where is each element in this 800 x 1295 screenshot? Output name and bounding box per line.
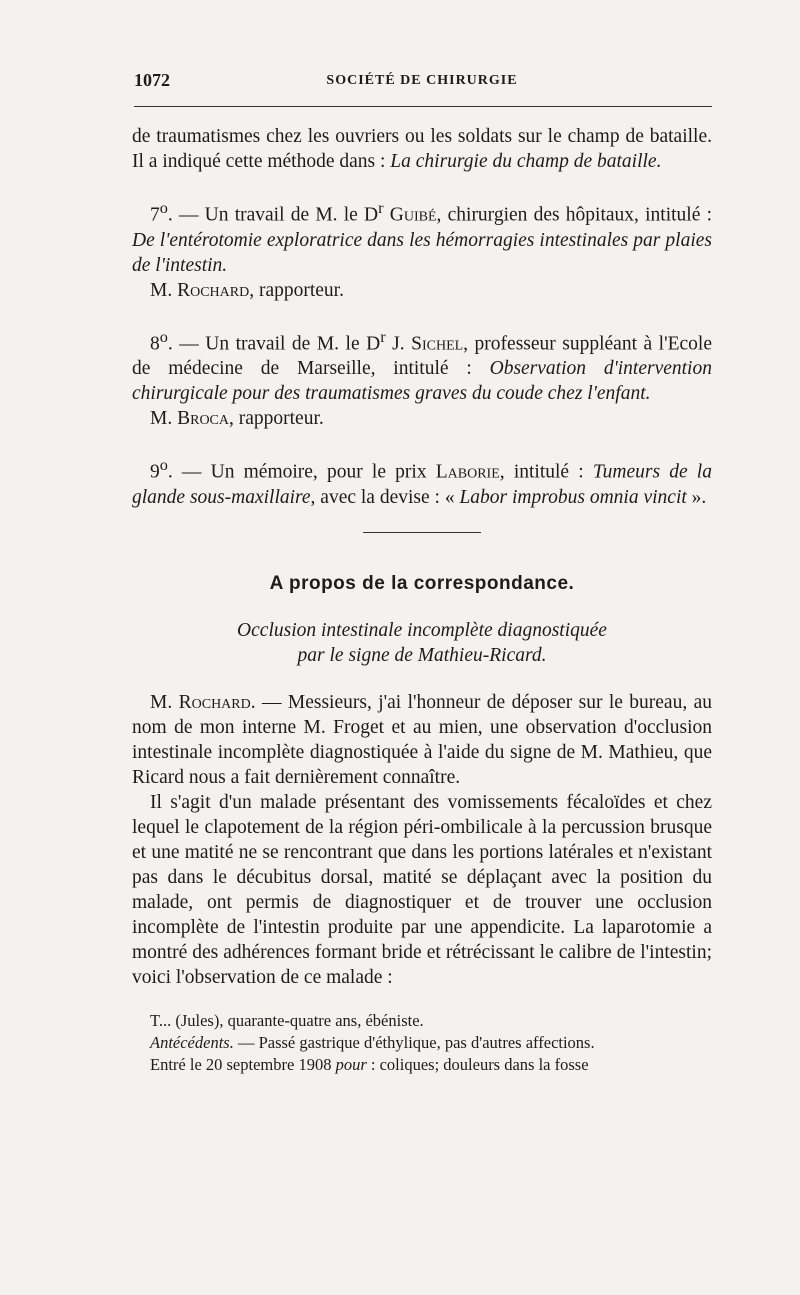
rapporteur-line: M. Broca, rapporteur. — [150, 408, 324, 429]
observation-line: Antécédents. — Passé gastrique d'éthylique, pas d'autres affections. — [150, 1032, 595, 1052]
observation-line: Entré le 20 septembre 1908 pour : coliques; douleurs dans la fosse — [150, 1054, 589, 1074]
section-heading: A propos de la correspondance. — [269, 572, 575, 594]
section-separator — [363, 532, 481, 533]
work-title: De l'entérotomie exploratrice dans les hémorragies intestinales par plaies de l'intestin. — [132, 229, 712, 276]
work-title: Observation d'intervention chirurgicale pour des traumatismes graves du coude chez l'enfant. — [132, 358, 712, 404]
paragraph-battlefield: de traumatismes chez les ouvriers ou les soldats sur le champ de bataille. Il a indiqué cette méthode dans : La chirurgie du champ de bataille. — [132, 126, 712, 172]
header-rule — [134, 106, 712, 107]
work-title: La chirurgie du champ de bataille. — [390, 151, 662, 172]
author-name: Guibé — [389, 204, 437, 226]
paragraph-case: Il s'agit d'un malade présentant des vomissements fécaloïdes et chez lequel le clapotement de la région péri-ombilicale à la percussion brusque et une matité ne se rencontrant que dans les portions latérales et n'existant pas dans le décubitus dorsal, matité se déplaçant avec la position du malade, ont permis de diagnostiquer et de trouver une occlusion incomplète de l'intestin produite par une appendicite. La laparotomie a montré des adhérences formant bride et rétrécissant le calibre de l'intestin; voici l'observation de ce malade : — [132, 791, 712, 988]
page-header — [132, 70, 712, 96]
work-title: Tumeurs de la glande sous-maxillaire — [132, 461, 712, 508]
running-title: SOCIÉTÉ DE CHIRURGIE — [326, 73, 518, 88]
page-body — [132, 124, 712, 1076]
paragraph-rochard: M. Rochard. — Messieurs, j'ai l'honneur de déposer sur le bureau, au nom de mon interne M. Froget et au mien, une observation d'occlusion intestinale incomplète diagnostiquée à l'aide du signe de M. Mathieu, que Ricard nous a fait dernièrement connaître. — [132, 691, 713, 788]
item-8: 8$^o$. — Un travail de M. le $D^r$ J. Sichel, professeur suppléant à l'Ecole de médecine de Marseille, intitulé : Observation d'intervention chirurgicale pour des traumatismes graves du coude chez l'enfant. — [132, 327, 712, 404]
section-subtitle: Occlusion intestinale incomplète diagnostiquée par le signe de Mathieu-Ricard. — [237, 619, 607, 666]
observation-line: T... (Jules), quarante-quatre ans, ébéniste. — [150, 1010, 424, 1030]
prize-name: Laborie — [435, 461, 500, 483]
item-7: 7$^o$. — Un travail de M. le $D^r$ Guibé, chirurgien des hôpitaux, intitulé : De l'entérotomie exploratrice dans les hémorragies intestinales par plaies de l'intestin. — [132, 199, 713, 276]
rapporteur-line: M. Rochard, rapporteur. — [150, 279, 344, 301]
observation-notes — [132, 1010, 712, 1076]
speaker-name: Rochard — [178, 691, 251, 713]
item-9: 9$^o$. — Un mémoire, pour le prix Laborie, intitulé : Tumeurs de la glande sous-maxillaire, avec la devise : « Labor improbus omnia vincit ». — [132, 456, 712, 508]
author-name: Sichel — [411, 333, 464, 354]
motto: Labor improbus omnia vincit — [459, 486, 687, 508]
page-number: 1072 — [134, 70, 170, 90]
